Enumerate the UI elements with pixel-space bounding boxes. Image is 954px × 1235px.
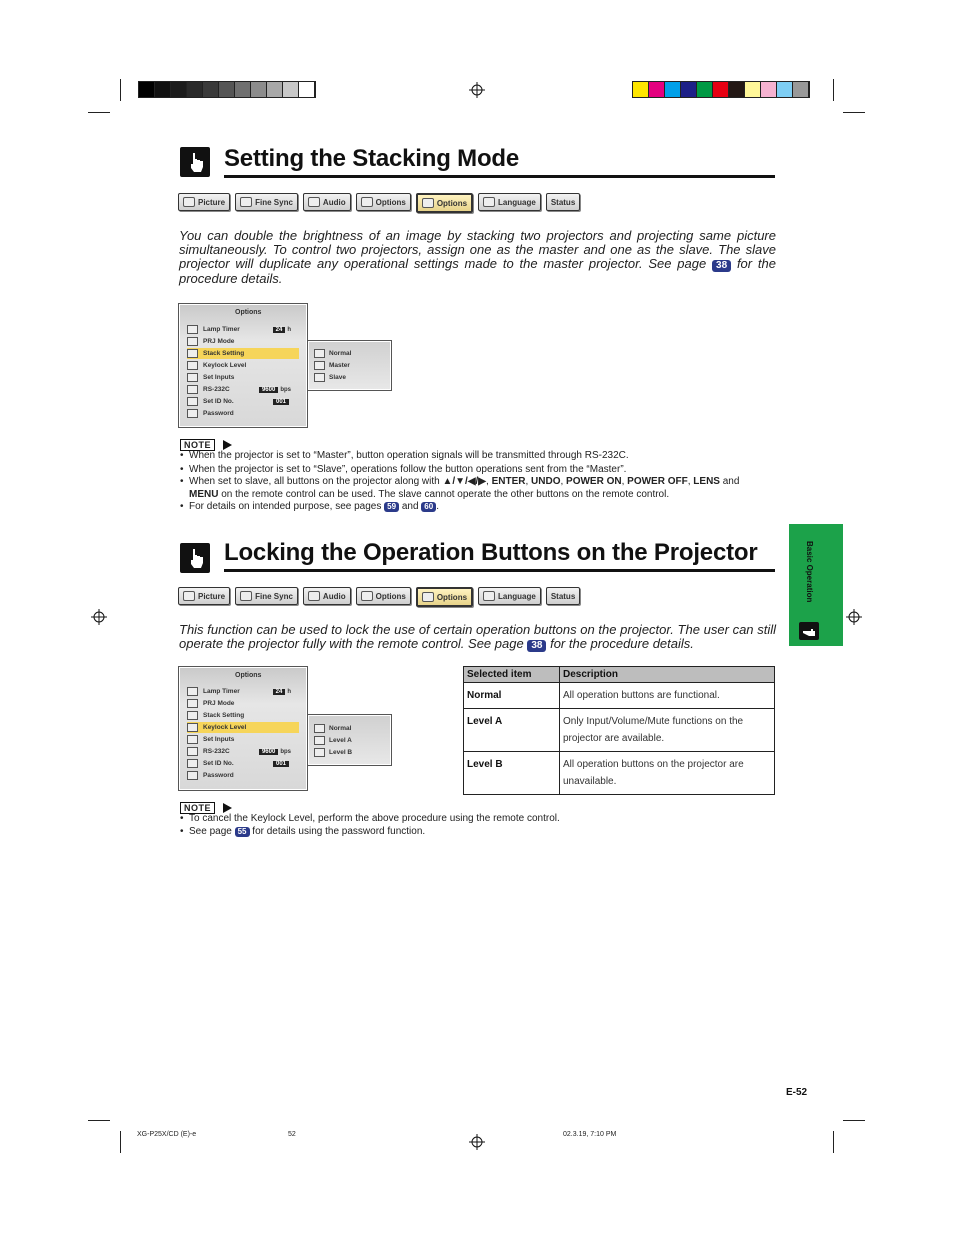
tab-fine-sync: Fine Sync (235, 193, 298, 211)
page-number: E-52 (786, 1087, 808, 1098)
table-row (464, 752, 775, 795)
note-arrow-icon (223, 440, 232, 450)
crop-mark (833, 1131, 834, 1153)
footer-date: 02.3.19, 7:10 PM (563, 1131, 617, 1138)
note-item: • When the projector is set to “Master”, button operation signals will be transmitted through RS-232C. (180, 450, 780, 462)
osd-row-set-id: Set ID No. 001 (187, 396, 299, 407)
osd-row-lamp-timer: Lamp Timer 24 h (187, 324, 299, 335)
osd-row-stack-setting: Stack Setting (187, 710, 299, 721)
tab-picture: Picture (178, 193, 230, 211)
osd-sub-slave: Slave (314, 373, 346, 382)
section-title-stacking: Setting the Stacking Mode (224, 145, 520, 172)
table-cell-desc: Only Input/Volume/Mute functions on the projector are available. (560, 709, 775, 752)
hand-pointer-icon (180, 543, 210, 573)
registration-mark-icon (91, 609, 107, 625)
osd-sub-normal: Normal (314, 724, 351, 733)
table-header-row (464, 667, 775, 683)
tab-options-2: Options (416, 193, 473, 213)
osd-sub-normal: Normal (314, 349, 351, 358)
osd-row-lamp-timer: Lamp Timer 24 h (187, 686, 299, 697)
osd-row-set-inputs: Set Inputs (187, 734, 299, 745)
table-cell-item: Normal (464, 683, 560, 709)
page-ref-badge: 55 (235, 827, 250, 837)
osd-options-menu-stack: Options Lamp Timer 24 h PRJ Mode Stack Setting Keylock Level Set Inputs RS-232C 9600 bps Set ID No. 001 Password (178, 303, 308, 428)
section-rule (224, 175, 775, 178)
table-header: Selected item (464, 667, 560, 683)
section-title-locking: Locking the Operation Buttons on the Projector (224, 539, 758, 566)
osd-row-stack-setting: Stack Setting (187, 348, 299, 359)
note-item: • For details on intended purpose, see pages 59 and 60 . (180, 501, 780, 513)
intro-paragraph-locking: This function can be used to lock the use of certain operation buttons on the projector. The user can still operate the projector fully with the remote control. See page 38 for the procedure details. (179, 622, 776, 652)
osd-submenu-stack (307, 340, 392, 391)
page-ref-badge: 60 (421, 502, 436, 512)
crop-mark (843, 112, 865, 113)
osd-row-keylock-level: Keylock Level (187, 722, 299, 733)
note-item: • To cancel the Keylock Level, perform the above procedure using the remote control. (180, 813, 780, 825)
osd-tab-bar (178, 193, 580, 213)
hand-pointer-icon (180, 147, 210, 177)
crop-mark (88, 112, 110, 113)
table-row (464, 683, 775, 709)
note-item: • When set to slave, all buttons on the projector along with ▲/▼/◀/▶, ENTER, UNDO, POWER ON, POWER OFF, LENS and MENU on the remote control can be used. The slave cannot operate the other buttons on the remote control. (180, 476, 780, 500)
crop-mark (833, 79, 834, 101)
hand-pointer-icon (799, 622, 819, 640)
crop-mark (843, 1120, 865, 1121)
tab-language: Language (478, 193, 541, 211)
tab-options-1: Options (356, 587, 411, 605)
tab-options-1: Options (356, 193, 411, 211)
osd-row-password: Password (187, 770, 299, 781)
footer-file: XG-P25X/CD (E)-e (137, 1131, 197, 1138)
tab-audio: Audio (303, 193, 351, 211)
registration-mark-icon (469, 1134, 485, 1150)
process-color-bar (632, 81, 810, 98)
table-cell-desc: All operation buttons on the projector are unavailable. (560, 752, 775, 795)
notes-list-stacking (180, 450, 780, 513)
note-badge: NOTE (180, 439, 215, 451)
table-cell-item: Level B (464, 752, 560, 795)
osd-row-prj-mode: PRJ Mode (187, 336, 299, 347)
osd-row-prj-mode: PRJ Mode (187, 698, 299, 709)
table-cell-desc: All operation buttons are functional. (560, 683, 775, 709)
crop-mark (120, 79, 121, 101)
notes-list-locking (180, 813, 780, 838)
osd-options-menu-keylock: Options Lamp Timer 24 h PRJ Mode Stack Setting Keylock Level Set Inputs RS-232C 9600 bps Set ID No. 001 Password (178, 666, 308, 791)
grayscale-color-bar (138, 81, 316, 98)
osd-row-rs232c: RS-232C 9600 bps (187, 746, 299, 757)
osd-row-set-inputs: Set Inputs (187, 372, 299, 383)
keylock-description-table (463, 666, 775, 795)
tab-status: Status (546, 587, 580, 605)
page-ref-badge: 59 (384, 502, 399, 512)
crop-mark (88, 1120, 110, 1121)
registration-mark-icon (469, 82, 485, 98)
page-ref-badge: 38 (712, 260, 731, 272)
tab-picture: Picture (178, 587, 230, 605)
osd-sub-level-b: Level B (314, 748, 352, 757)
osd-row-set-id: Set ID No. 001 (187, 758, 299, 769)
osd-sub-master: Master (314, 361, 350, 370)
note-arrow-icon (223, 803, 232, 813)
chapter-label: Basic Operation (805, 541, 814, 603)
section-rule (224, 569, 775, 572)
note-item: • When the projector is set to “Slave”, operations follow the button operations sent from the “Master”. (180, 464, 780, 476)
registration-mark-icon (846, 609, 862, 625)
table-row (464, 709, 775, 752)
osd-submenu-keylock (307, 714, 392, 766)
osd-sub-level-a: Level A (314, 736, 352, 745)
osd-row-password: Password (187, 408, 299, 419)
table-cell-item: Level A (464, 709, 560, 752)
tab-audio: Audio (303, 587, 351, 605)
tab-status: Status (546, 193, 580, 211)
page-ref-badge: 38 (527, 640, 546, 652)
osd-row-keylock-level: Keylock Level (187, 360, 299, 371)
crop-mark (120, 1131, 121, 1153)
tab-fine-sync: Fine Sync (235, 587, 298, 605)
table-header: Description (560, 667, 775, 683)
intro-paragraph-stacking: You can double the brightness of an image by stacking two projectors and projecting same picture simultaneously. To control two projectors, assign one as the master and one as the slave. The slave projector will duplicate any operational settings made to the master projector. See page 38 for the procedure details. (179, 228, 776, 287)
footer-page: 52 (288, 1131, 296, 1138)
note-item: • See page 55 for details using the password function. (180, 826, 780, 838)
osd-tab-bar (178, 587, 580, 607)
tab-options-2: Options (416, 587, 473, 607)
osd-row-rs232c: RS-232C 9600 bps (187, 384, 299, 395)
tab-language: Language (478, 587, 541, 605)
note-badge: NOTE (180, 802, 215, 814)
